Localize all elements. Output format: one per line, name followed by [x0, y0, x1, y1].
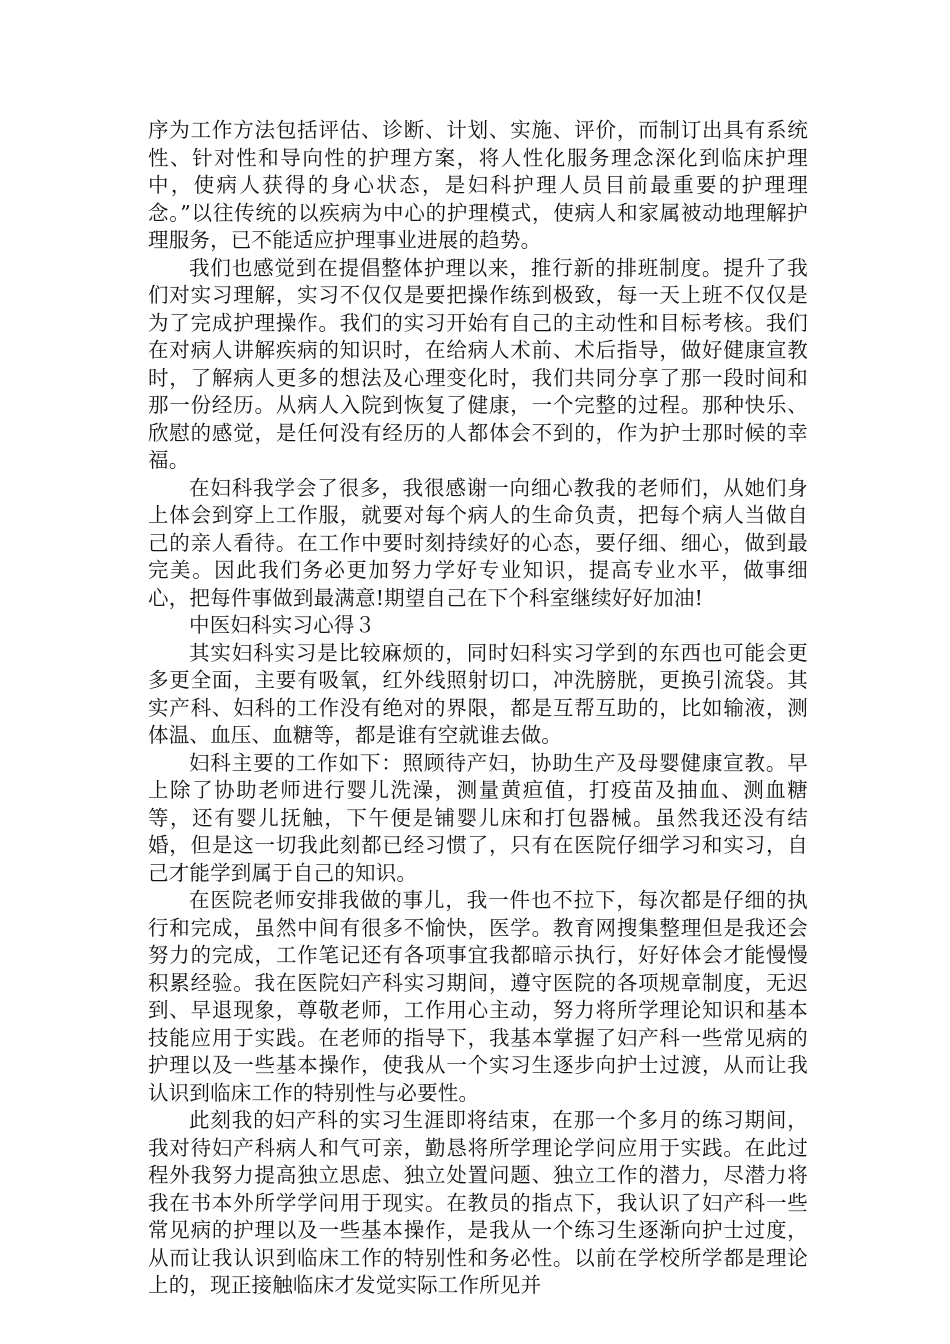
paragraph-6: 在医院老师安排我做的事儿，我一件也不拉下，每次都是仔细的执行和完成，虽然中间有很多不愉快，医学。教育网搜集整理但是我还会努力的完成，工作笔记还有各项事宜我都暗示执行，好好体会才能慢慢积累经验。我在医院妇产科实习期间，遵守医院的各项规章制度，无迟到、早退现象，尊敬老师，工作用心主动，努力将所学理论知识和基本技能应用于实践。在老师的指导下，我基本掌握了妇产科一些常见病的护理以及一些基本操作，使我从一个实习生逐步向护士过渡，从而让我认识到临床工作的特别性与必要性。: [148, 888, 808, 1105]
paragraph-2: 我们也感觉到在提倡整体护理以来，推行新的排班制度。提升了我们对实习理解，实习不仅仅是要把操作练到极致，每一天上班不仅仅是为了完成护理操作。我们的实习开始有自己的主动性和目标考核。我们在对病人讲解疾病的知识时，在给病人术前、术后指导，做好健康宣教时，了解病人更多的想法及心理变化时，我们共同分享了那一段时间和那一份经历。从病人入院到恢复了健康，一个完整的过程。那种快乐、欣慰的感觉，是任何没有经历的人都体会不到的，作为护士那时候的幸福。: [148, 255, 808, 472]
paragraph-3: 在妇科我学会了很多，我很感谢一向细心教我的老师们，从她们身上体会到穿上工作服，就要对每个病人的生命负责，把每个病人当做自己的亲人看待。在工作中要时刻持续好的心态，要仔细、细心，做到最完美。因此我们务必更加努力学好专业知识，提高专业水平，做事细心，把每件事做到最满意!期望自己在下个科室继续好好加油!: [148, 475, 808, 610]
paragraph-1: 序为工作方法包括评估、诊断、计划、实施、评价，而制订出具有系统性、针对性和导向性的护理方案，将人性化服务理念深化到临床护理中，使病人获得的身心状态，是妇科护理人员目前最重要的护理理念。”以往传统的以疾病为中心的护理模式，使病人和家属被动地理解护理服务，已不能适应护理事业进展的趋势。: [148, 118, 808, 252]
paragraph-4: 其实妇科实习是比较麻烦的，同时妇科实习学到的东西也可能会更多更全面，主要有吸氧，红外线照射切口，冲洗膀胱，更换引流袋。其实产科、妇科的工作没有绝对的界限，都是互帮互助的，比如输液，测体温、血压、血糖等，都是谁有空就谁去做。: [148, 640, 808, 747]
document-body: [148, 117, 808, 1300]
paragraph-7: 此刻我的妇产科的实习生涯即将结束，在那一个多月的练习期间，我对待妇产科病人和气可亲，勤恳将所学理论学问应用于实践。在此过程外我努力提高独立思虑、独立处置问题、独立工作的潜力，尽潜力将我在书本外所学学问用于现实。在教员的指点下，我认识了妇产科一些常见病的护理以及一些基本操作，是我从一个练习生逐渐向护士过度，从而让我认识到临床工作的特别性和务必性。以前在学校所学都是理论上的，现正接触临床才发觉实际工作所见并: [148, 1108, 808, 1297]
section-heading: 中医妇科实习心得３: [189, 613, 376, 637]
paragraph-5: 妇科主要的工作如下：照顾待产妇，协助生产及母婴健康宣教。早上除了协助老师进行婴儿洗澡，测量黄疸值，打疫苗及抽血、测血糖等，还有婴儿抚触，下午便是铺婴儿床和打包器械。虽然我还没有结婚，但是这一切我此刻都已经习惯了，只有在医院仔细学习和实习，自己才能学到属于自己的知识。: [148, 750, 808, 885]
